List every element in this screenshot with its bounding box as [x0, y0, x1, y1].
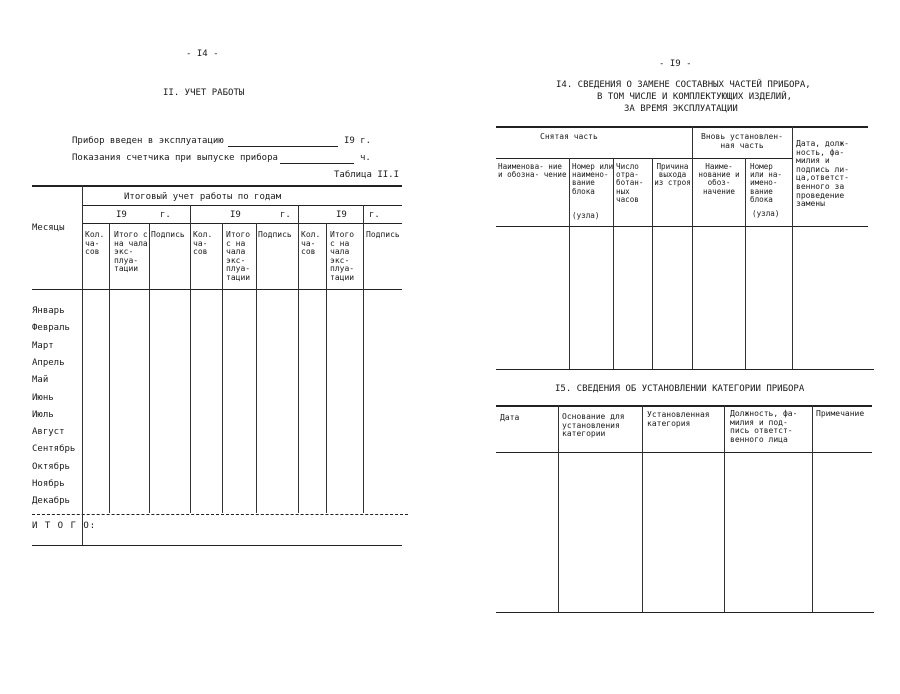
col-total: Итого с на чала экс- плуа- тации: [226, 230, 251, 282]
table15-category-header: Установленная категория: [647, 410, 710, 428]
table15-bottom-border: [496, 612, 874, 613]
table14-top-border: [496, 126, 868, 128]
month-row: Август: [32, 427, 65, 437]
table15-note-header: Примечание: [816, 409, 865, 418]
year-suffix: г.: [369, 210, 380, 220]
table-line: [496, 226, 868, 227]
date-col-header: Дата, долж- ность, фа- милия и подпись ли- ца,ответст- венного за проведение замены: [796, 139, 849, 209]
section15-title: I5. СВЕДЕНИЯ ОБ УСТАНОВЛЕНИИ КАТЕГОРИИ ПРИБОРА: [555, 384, 805, 394]
table-line: [558, 405, 559, 612]
month-row: Июнь: [32, 393, 54, 403]
section14-title-line: I4. СВЕДЕНИЯ О ЗАМЕНЕ СОСТАВНЫХ ЧАСТЕЙ ПРИБОРА,: [556, 80, 811, 90]
table-line: [642, 405, 643, 612]
month-row: Сентябрь: [32, 444, 76, 454]
commissioned-year-suffix: I9 г.: [344, 136, 372, 146]
col-sign: Подпись: [151, 230, 185, 239]
table-line: [745, 158, 746, 369]
month-header: Месяцы: [32, 223, 65, 233]
table15-basis-header: Основание для установления категории: [562, 412, 625, 439]
table14-bottom-border: [496, 369, 874, 370]
count-col-header: Число отра- ботан- ных часов: [616, 162, 644, 204]
number-col-header: Номер или наимено- вание блока: [572, 162, 614, 196]
col-sign: Подпись: [366, 230, 400, 239]
month-row: Октябрь: [32, 462, 70, 472]
group-header: Итоговый учет работы по годам: [124, 192, 282, 202]
section-title: II. УЧЕТ РАБОТЫ: [163, 88, 245, 98]
total-label: И Т О Г О:: [32, 521, 97, 531]
col-sign: Подпись: [258, 230, 292, 239]
col-total: Итого с на чала экс- плуа- тации: [330, 230, 355, 282]
table-line: [652, 158, 653, 369]
col-total: Итого с на чала экс- плуа- тации: [114, 230, 148, 274]
table-line: [222, 223, 223, 513]
number-col-suffix: (узла): [572, 211, 600, 220]
removed-part-header: Снятая часть: [540, 132, 598, 141]
month-row: Декабрь: [32, 496, 70, 506]
col-hours: Кол. ча- сов: [193, 230, 213, 257]
year-prefix: I9: [116, 210, 127, 220]
year-suffix: г.: [280, 210, 291, 220]
month-row: Январь: [32, 306, 65, 316]
commissioned-label: Прибор введен в эксплуатацию: [72, 136, 224, 146]
table-caption: Таблица II.I: [334, 170, 400, 180]
table-line: [724, 405, 725, 612]
table-line: [256, 223, 257, 513]
table-line: [496, 452, 872, 453]
month-row: Февраль: [32, 323, 70, 333]
col-hours: Кол. ча- сов: [85, 230, 105, 257]
table15-top-border: [496, 405, 872, 407]
table-bottom-border: [32, 545, 402, 546]
total-dash-line: [32, 514, 408, 515]
month-row: Апрель: [32, 358, 65, 368]
commissioned-fill-line[interactable]: [228, 146, 338, 147]
new-number-col-header: Номер или на- имено- вание блока: [750, 162, 783, 204]
table-line: [692, 126, 693, 369]
year-prefix: I9: [336, 210, 347, 220]
table-line: [792, 126, 793, 369]
counter-suffix: ч.: [360, 153, 371, 163]
table-line: [298, 205, 299, 513]
table-line: [190, 205, 191, 513]
installed-part-header: Вновь установлен- ная часть: [701, 132, 783, 150]
page-number: - I9 -: [659, 59, 692, 69]
section14-title-line: ЗА ВРЕМЯ ЭКСПЛУАТАЦИИ: [624, 104, 738, 114]
reason-col-header: Причина выхода из строя: [654, 162, 691, 188]
table-line: [326, 223, 327, 513]
month-row: Июль: [32, 410, 54, 420]
table-line: [82, 185, 83, 545]
table-line: [569, 158, 570, 369]
counter-fill-line[interactable]: [280, 163, 354, 164]
month-row: Май: [32, 375, 49, 385]
col-hours: Кол. ча- сов: [301, 230, 321, 257]
table-line: [109, 223, 110, 513]
table-line: [363, 205, 364, 513]
page-number: - I4 -: [186, 49, 219, 59]
table-line: [149, 223, 150, 513]
table15-position-header: Должность, фа- милия и под- пись ответст- венного лица: [730, 409, 798, 444]
new-name-col-header: Наиме- нование и обоз- начение: [698, 162, 740, 196]
new-number-col-suffix: (узла): [752, 209, 780, 218]
table-top-border: [32, 185, 402, 187]
table-line: [496, 158, 792, 159]
table-line: [32, 289, 402, 290]
table-line: [82, 223, 402, 224]
month-row: Ноябрь: [32, 479, 65, 489]
section14-title-line: В ТОМ ЧИСЛЕ И КОМПЛЕКТУЮЩИХ ИЗДЕЛИЙ,: [597, 92, 793, 102]
table-line: [82, 205, 402, 206]
month-row: Март: [32, 341, 54, 351]
year-prefix: I9: [230, 210, 241, 220]
year-suffix: г.: [160, 210, 171, 220]
table-line: [812, 405, 813, 612]
counter-label: Показания счетчика при выпуске прибора: [72, 153, 278, 163]
name-col-header: Наименова- ние и обозна- чение: [498, 162, 567, 180]
table15-date-header: Дата: [500, 413, 520, 422]
